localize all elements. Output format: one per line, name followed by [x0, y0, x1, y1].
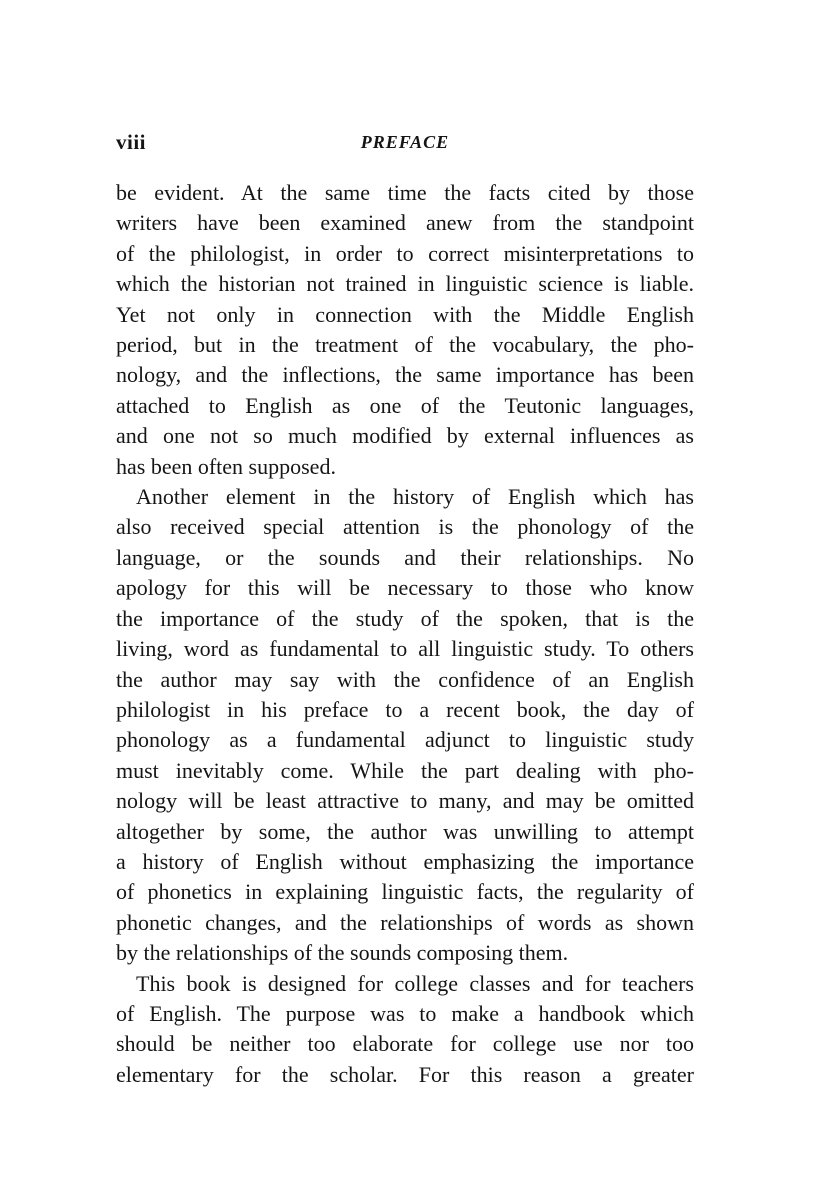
- text-line: writers have been examined anew from the standpoint: [116, 210, 694, 236]
- text-line: philologist in his preface to a recent book, the day of: [116, 696, 694, 722]
- text-line: be evident. At the same time the facts cited by those: [116, 180, 694, 205]
- page-number: viii: [116, 130, 147, 154]
- text-line: and one not so much modified by external influences as: [116, 423, 694, 449]
- text-line: phonetic changes, and the relationships of words as shown: [116, 909, 694, 935]
- page-title: PREFACE: [360, 132, 450, 152]
- text-line: a history of English without emphasizing the importance: [116, 848, 694, 874]
- text-line: language, or the sounds and their relationships. No: [116, 544, 694, 570]
- text-line: of English. The purpose was to make a handbook which: [116, 1000, 694, 1026]
- text-line: nology, and the inflections, the same importance has been: [116, 362, 694, 388]
- text-line: of phonetics in explaining linguistic facts, the regularity of: [116, 879, 694, 905]
- text-line: altogether by some, the author was unwilling to attempt: [116, 818, 694, 844]
- text-line: apology for this will be necessary to those who know: [116, 575, 694, 601]
- text-line: Another element in the history of English which has: [136, 484, 694, 510]
- text-line: living, word as fundamental to all linguistic study. To others: [116, 636, 694, 662]
- text-line: Yet not only in connection with the Middle English: [116, 301, 694, 327]
- text-line: must inevitably come. While the part dealing with pho-: [116, 757, 694, 783]
- text-line: also received special attention is the phonology of the: [116, 514, 694, 540]
- running-head: [116, 130, 694, 160]
- text-line: by the relationships of the sounds composing them.: [116, 940, 569, 966]
- paragraph: [116, 178, 694, 482]
- body-text: [116, 178, 694, 1090]
- text-line: of the philologist, in order to correct misinterpretations to: [116, 240, 694, 266]
- text-line: phonology as a fundamental adjunct to linguistic study: [116, 727, 694, 753]
- text-line: This book is designed for college classes and for teachers: [136, 970, 694, 996]
- text-line: the author may say with the confidence of an English: [116, 666, 694, 692]
- text-line: which the historian not trained in linguistic science is liable.: [116, 271, 694, 297]
- text-line: should be neither too elaborate for college use nor too: [116, 1031, 694, 1057]
- text-line: the importance of the study of the spoken, that is the: [116, 605, 694, 631]
- text-line: elementary for the scholar. For this reason a greater: [116, 1061, 694, 1087]
- text-line: nology will be least attractive to many, and may be omitted: [116, 788, 694, 814]
- text-line: period, but in the treatment of the vocabulary, the pho-: [116, 332, 694, 358]
- paragraph: [116, 969, 694, 1091]
- text-line: has been often supposed.: [116, 453, 336, 479]
- paragraph: [116, 482, 694, 969]
- text-line: attached to English as one of the Teutonic languages,: [116, 392, 694, 418]
